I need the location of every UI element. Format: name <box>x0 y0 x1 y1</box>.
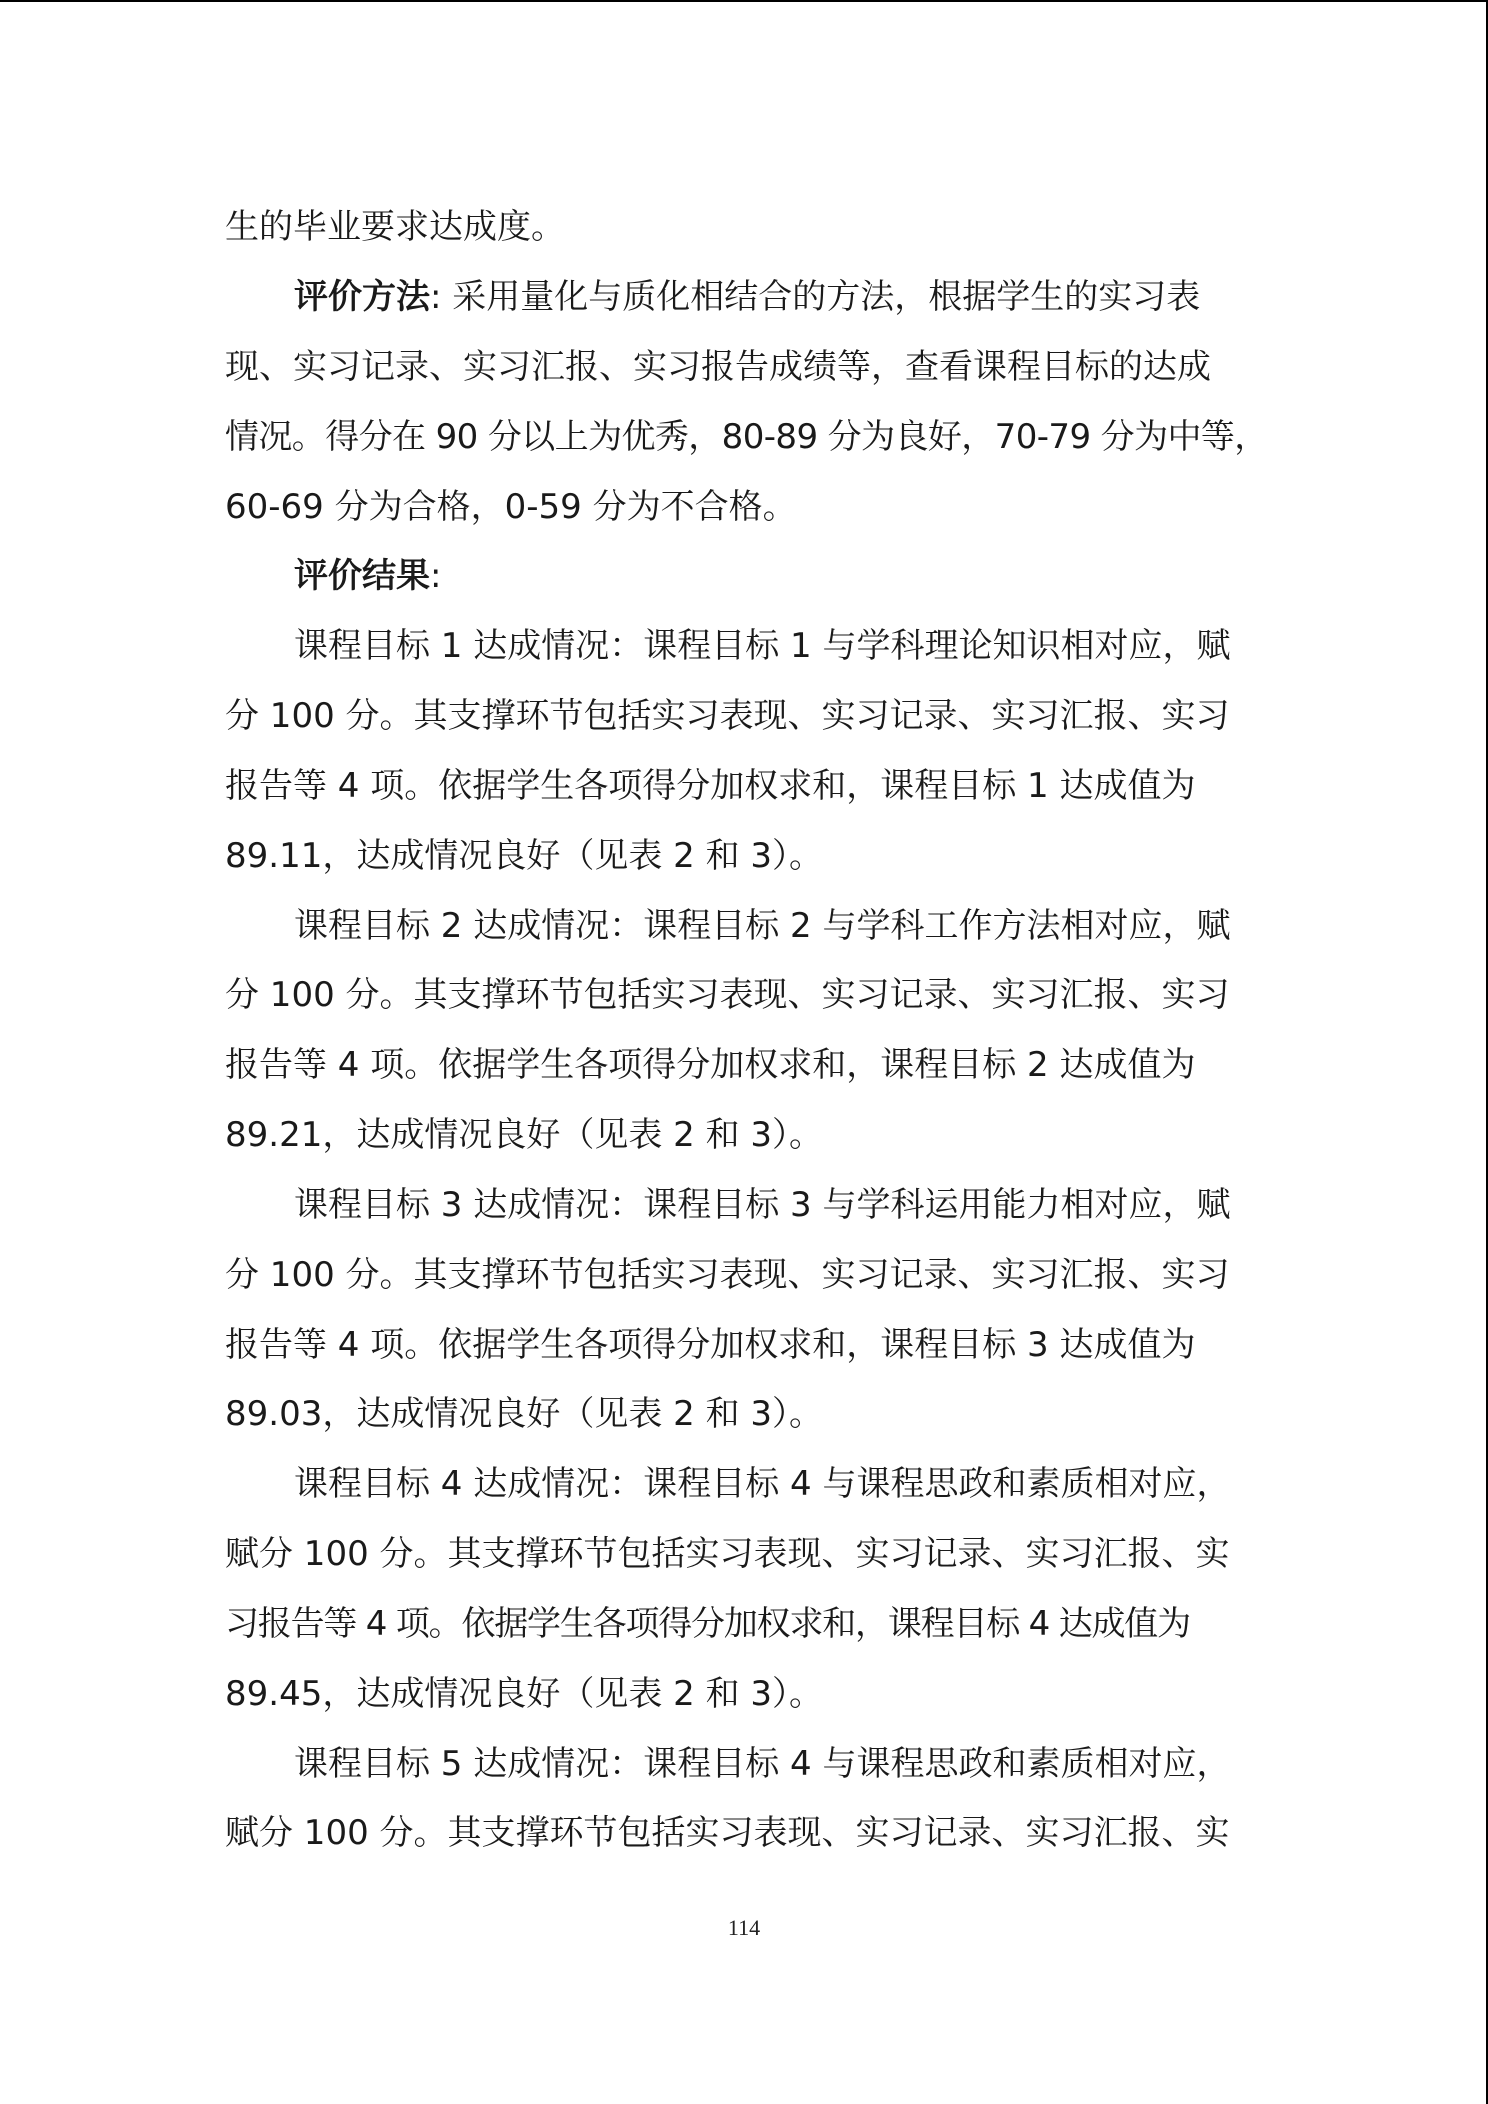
text-line: 分 100 分。其支撑环节包括实习表现、实习记录、实习汇报、实习 <box>225 975 1230 1015</box>
text-line <box>294 555 1344 597</box>
page-number: 114 <box>727 1915 761 1940</box>
text-line: 分 100 分。其支撑环节包括实习表现、实习记录、实习汇报、实习 <box>225 1255 1230 1295</box>
line-text: : <box>430 556 442 596</box>
text-line: 课程目标 1 达成情况：课程目标 1 与学科理论知识相对应，赋 <box>294 626 1231 666</box>
text-line: 情况。得分在 90 分以上为优秀，80-89 分为良好，70-79 分为中等， <box>225 417 1268 457</box>
text-line: 报告等 4 项。依据学生各项得分加权求和，课程目标 3 达成值为 <box>225 1325 1196 1365</box>
text-line: 现、实习记录、实习汇报、实习报告成绩等，查看课程目标的达成 <box>225 347 1211 387</box>
text-line: 课程目标 2 达成情况：课程目标 2 与学科工作方法相对应，赋 <box>294 906 1231 946</box>
text-line: 生的毕业要求达成度。 <box>225 207 565 247</box>
text-line: 89.03，达成情况良好（见表 2 和 3）。 <box>225 1394 824 1434</box>
text-line: 60-69 分为合格，0-59 分为不合格。 <box>225 487 797 527</box>
text-line: 分 100 分。其支撑环节包括实习表现、实习记录、实习汇报、实习 <box>225 696 1230 736</box>
section-label: 评价方法 <box>294 277 430 317</box>
text-line: 报告等 4 项。依据学生各项得分加权求和，课程目标 2 达成值为 <box>225 1045 1196 1085</box>
text-line: 89.11，达成情况良好（见表 2 和 3）。 <box>225 836 824 876</box>
text-line: 赋分 100 分。其支撑环节包括实习表现、实习记录、实习汇报、实 <box>225 1534 1230 1574</box>
text-line: 课程目标 4 达成情况：课程目标 4 与课程思政和素质相对应， <box>294 1464 1231 1504</box>
line-text: : 采用量化与质化相结合的方法，根据学生的实习表 <box>430 277 1201 317</box>
text-line: 报告等 4 项。依据学生各项得分加权求和，课程目标 1 达成值为 <box>225 766 1196 806</box>
text-line: 课程目标 3 达成情况：课程目标 3 与学科运用能力相对应，赋 <box>294 1185 1231 1225</box>
text-line: 课程目标 5 达成情况：课程目标 4 与课程思政和素质相对应， <box>294 1744 1231 1784</box>
text-line: 赋分 100 分。其支撑环节包括实习表现、实习记录、实习汇报、实 <box>225 1813 1230 1853</box>
section-label: 评价结果 <box>294 556 430 596</box>
text-line: 89.45，达成情况良好（见表 2 和 3）。 <box>225 1674 824 1714</box>
text-line: 89.21，达成情况良好（见表 2 和 3）。 <box>225 1115 824 1155</box>
text-line: 习报告等 4 项。依据学生各项得分加权求和，课程目标 4 达成值为 <box>225 1604 1190 1644</box>
text-line <box>294 276 1344 318</box>
